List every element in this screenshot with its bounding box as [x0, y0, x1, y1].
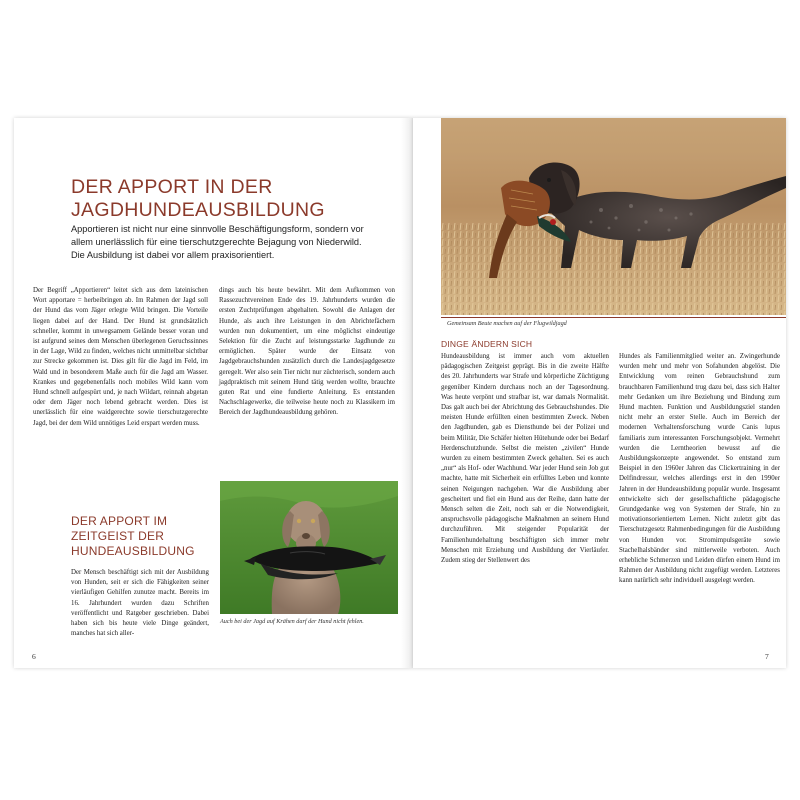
body-paragraph-zeitgeist: Hundeausbildung ist immer auch vom aktuellen pädagogischen Zeitgeist geprägt. Bis in die zweite Hälfte des 20. Jahrhunderts war Strafe und körperliche Züchtigung gegenüber Kindern durchaus noch an der Tagesordnung. Was heute verpönt und strafbar ist, war damals Normalität. Das galt auch bei der Abrichtung des Gebrauchshundes. Die meisten Hunde erfüllten einen bestimmten Zweck. Neben den Jagdhunden, gab es Diensthunde bei der Polizei und beim Militär, Die Schäfer hielten Hütehunde oder bei Bedarf Herdenschutzhunde. Selbst die meisten „zivilen“ Hunde wurden zu einem bestimmten Zweck gehalten. Sei es auch „nur“ als Hof- oder Wachhund. War jeder Hund sein Job gut machte, hatte mit Sicherheit ein erfülltes Leben und konnte seinen Neigungen nachgehen. War die Ausbildung aber gescheitert und fiel ein Hund aus der Reihe, dann hatte der Mensch selten die Zeit, noch sah er die Notwendigkeit, anspruchsvolle pädagogische Maßnahmen an seinem Hund durchzuführen. Mit steigender Popularität der Familienhundehaltung beschäftigten sich immer mehr Menschen mit Erziehung und Ausbildung der Vierläufer. Zudem stieg der Stellenwert des — [441, 353, 609, 565]
subheading-dinge-aendern: DINGE ÄNDERN SICH — [441, 339, 533, 349]
right-column-1 — [441, 352, 609, 566]
photo-caption-pheasant: Gemeinsam Beute machen auf der Flugwildjagd — [447, 320, 567, 327]
body-paragraph-family-dog: Hundes als Familienmitglied weiter an. Zwingerhunde wurden mehr und mehr von Sofahunden abgelöst. Die Entwicklung vom reinen Gebrauchshund zum brauchbaren Familienhund trug dazu bei, dass sich Halter mehr Gedanken um ihre Beziehung und Bindung zum Hund machten. Funktion und Ausbildungsziel standen nicht mehr an erster Stelle. Auch im Bereich der modernen Verhaltensforschung wurde Canis lupus familiaris zum interessanten Forschungsobjekt. Vermehrt wurden die Lerntheorien bewusst auf die Ausbildungskonzepte angewendet. So entstand zum Beispiel in den 1960er Jahren das Clickertraining in der Delfindressur, welches allerdings erst in den 1990er Jahren in der Hundeausbildung populär wurde. Insgesamt entwickelte sich der gesellschaftliche pädagogische Grundgedanke weg von Systemen der Strafe, hin zu motivationsorientiertem Lernen. Nicht zuletzt gibt das Tierschutzgesetz Rahmenbedingungen für die Ausbildung von Hunden vor. Stromimpulsgeräte sowie Stachelhalsbänder sind mittlerweile verboten. Auch erhebliche Schmerzen und Leiden dürfen einem Hund im Rahmen der Ausbildung nicht zugefügt werden. Letzteres kann natürlich sehr individuell ausgelegt werden. — [619, 353, 780, 585]
left-column-1-top — [33, 286, 208, 429]
body-paragraph-training-history: Der Mensch beschäftigt sich mit der Ausbildung von Hunden, seit er sich die Fähigkeiten seiner vierläufigen Gehilfen zunutze macht. Bereits im 16. Jahrhundert wurden dazu Schriften veröffentlicht und Ratgeber geschrieben. Dabei haben sich bis heute viele Dinge geändert, manches hat sich aller- — [71, 569, 209, 638]
photo-weimaraner-crow-image — [220, 481, 398, 614]
left-column-1-bottom — [71, 568, 209, 639]
photo-dog-pheasant-image — [441, 118, 786, 315]
right-column-2 — [619, 352, 780, 587]
right-page — [413, 118, 786, 668]
page-title: DER APPORT IN DER JAGDHUNDEAUSBILDUNG — [71, 176, 325, 221]
photo-caption-crow: Auch bei der Jagd auf Krähen darf der Hund nicht fehlen. — [220, 618, 364, 625]
page-number-left: 6 — [32, 652, 36, 661]
photo-weimaraner-crow — [220, 481, 398, 614]
left-column-2-top — [219, 286, 395, 419]
photo-dog-pheasant — [441, 118, 786, 315]
intro-paragraph: Apportieren ist nicht nur eine sinnvolle Beschäftigungsform, sondern vor allem unerlässlich für eine tierschutzgerechte Bejagung von Niederwild. Die Ausbildung ist dabei vor allem praxisorientiert. — [71, 224, 364, 260]
subheading-zeitgeist: DER APPORT IM ZEITGEIST DER HUNDEAUSBILDUNG — [71, 514, 195, 558]
photo-caption-rule — [441, 317, 786, 318]
body-paragraph-history: dings auch bis heute bewährt. Mit dem Aufkommen von Rassezuchtvereinen Ende des 19. Jahrhunderts wurden die ersten Zuchtprüfungen abgehalten. Sowohl die Anlagen der Hunde, als auch ihre Leistungen in den Abrichtefächern wurden nun dokumentiert, um eine möglichst eindeutige Selektion für die Zucht auf leistungsstarke Jagdhunde zu ermöglichen. Später wurde der Einsatz von Jagdgebrauchshunden zusätzlich durch die Landesjagdgesetze geregelt. Wer also sein Tier nicht nur züchterisch, sondern auch jagdpraktisch mit seinem Hund tätig werden wollte, brauchte guten Rat und eine fundierte Anleitung. Es entstanden Nachschlagewerke, die teilweise heute noch zu Klassikern im Bereich der Jagdhundeausbildung gehören. — [219, 287, 395, 417]
page-number-right: 7 — [765, 652, 769, 661]
left-page — [14, 118, 413, 668]
body-paragraph-apport-origin: Der Begriff „Apportieren“ leitet sich aus dem lateinischen Wort apportare = herbeibringen ab. Im Rahmen der Jagd soll der Hund das vom Jäger erlegte Wild bringen. Die Vorteile liegen dabei auf der Hand. Der Hund ist grundsätzlich schneller, kommt in unwegsamem Gelände besser voran und ist aufgrund seines dem Menschen überlegenen Geruchssinnes in der Lage, Wild zu finden, welches nicht unmittelbar sichtbar zur Strecke gekommen ist. Dies gilt für die Jagd im Feld, im Wald und in besonderem Maße auch für die Jagd am Wasser. Krankes und gegebenenfalls noch mobiles Wild kann vom Hund schnell aufgespürt und, je nach Wildart, reinnah abgetan oder dem Jäger noch lebend gebracht werden. Dies ist unerlässlich für eine waidgerechte sowie tierschutzgerechte Jagd, bei der dem Wild unnötiges Leid erspart werden muss. — [33, 287, 208, 427]
